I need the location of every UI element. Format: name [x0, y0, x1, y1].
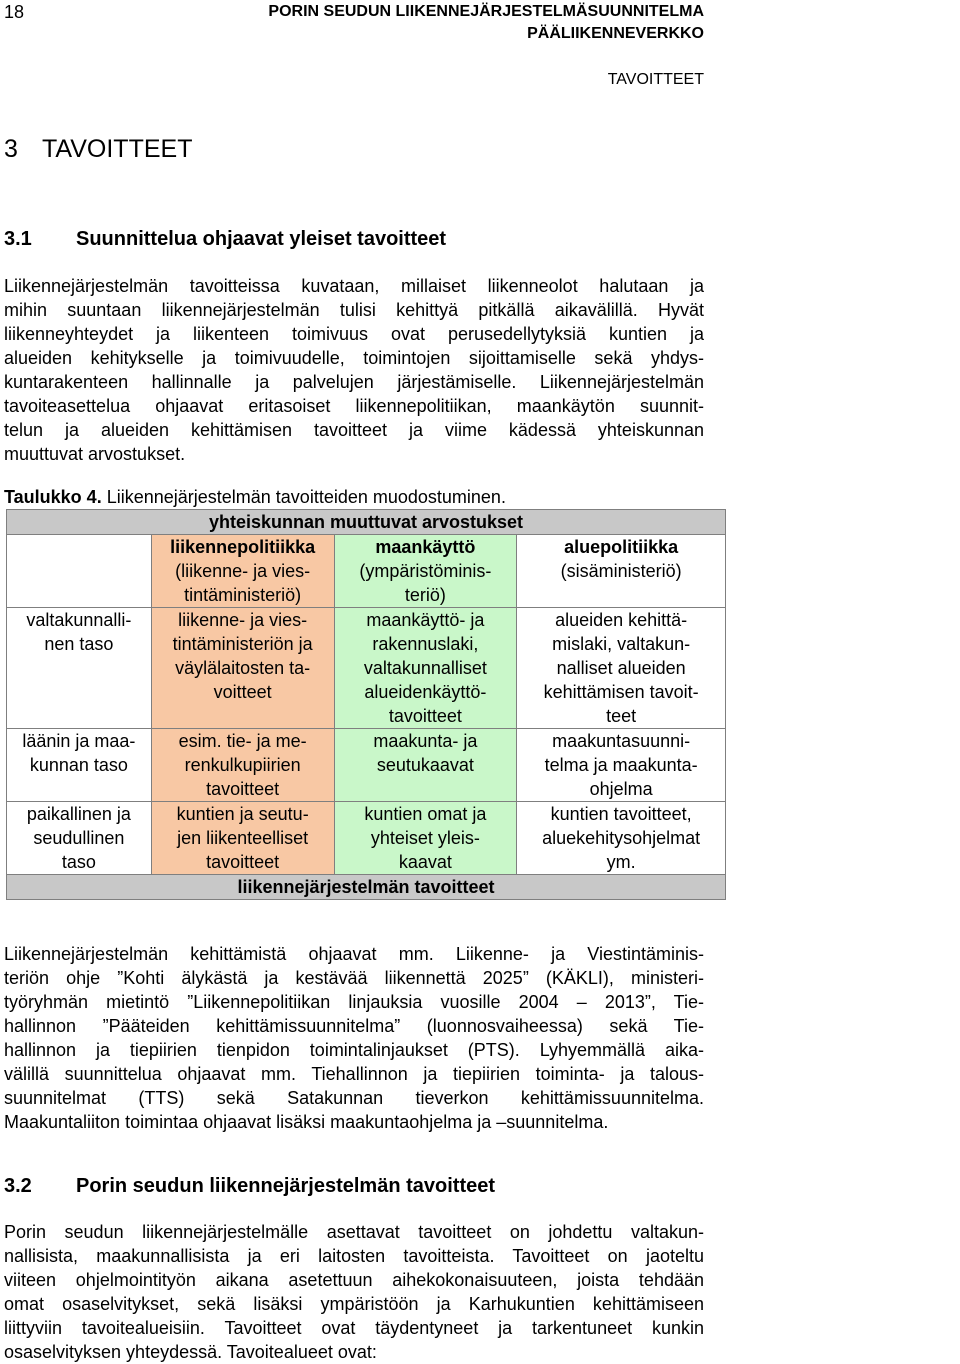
section-title: Suunnittelua ohjaavat yleiset tavoitteet	[76, 228, 447, 250]
col-head-title: aluepolitiikka	[564, 537, 679, 557]
row-cell-liikennepolitiikka	[151, 729, 334, 802]
row-level-label	[7, 802, 152, 875]
table-row	[7, 729, 726, 802]
table-caption	[4, 485, 506, 509]
header-section-label: TAVOITTEET	[607, 71, 704, 88]
cell-line: (ympäristöminis-	[359, 561, 492, 581]
row-cell-maankaytto	[334, 802, 517, 875]
row-cell-maankaytto	[334, 729, 517, 802]
cell-line: maakuntasuunni-	[552, 731, 691, 751]
cell-line: teet	[606, 706, 637, 726]
cell-line: nen taso	[44, 634, 114, 654]
paragraph-line: mihin suuntaan liikennejärjestelmän tulisi kehittyä pitkällä aikavälillä. Hyvät	[4, 300, 704, 320]
col-head-maankaytto	[334, 535, 517, 608]
row-level-label	[7, 608, 152, 729]
cell-line: liikenne- ja vies-	[178, 610, 308, 630]
table-caption-label: Taulukko 4.	[4, 487, 102, 507]
cell-line: alueidenkäyttö-	[364, 682, 487, 702]
row-level-label	[7, 729, 152, 802]
cell-line: yhteiset yleis-	[370, 828, 480, 848]
paragraph-line: Porin seudun liikennejärjestelmälle asettavat tavoitteet on johdettu valtakun-	[4, 1222, 704, 1242]
document-subtitle: PÄÄLIIKENNEVERKKO	[527, 25, 704, 42]
cell-line: tintäministeriö)	[184, 585, 302, 605]
paragraph-line: liikenneyhteydet ja liikenteen toimivuus ovat perusedellytyksiä kuntien ja	[4, 324, 704, 344]
cell-line: tavoitteet	[206, 779, 280, 799]
row-cell-aluepolitiikka	[517, 802, 726, 875]
paragraph-line: muuttuvat arvostukset.	[4, 444, 186, 464]
cell-line: ohjelma	[589, 779, 653, 799]
col-head-sub	[152, 559, 334, 607]
col-head-aluepolitiikka	[517, 535, 726, 608]
cell-line: nalliset alueiden	[556, 658, 686, 678]
cell-line: seutukaavat	[376, 755, 474, 775]
paragraph-line: alueiden kehitykselle ja toimivuudelle, toimintojen sijoittamiselle sekä yhdys-	[4, 348, 704, 368]
cell-line: kuntien tavoitteet,	[550, 804, 692, 824]
section-heading-3-2	[4, 1173, 495, 1199]
col-head-sub	[517, 559, 725, 583]
paragraph-line: osaselvityksen yhteydessä. Tavoitealueet ovat:	[4, 1342, 377, 1362]
row-cell-maankaytto	[334, 608, 517, 729]
cell-line: valtakunnalli-	[26, 610, 132, 630]
goals-table	[6, 509, 726, 900]
cell-line: väylälaitosten ta-	[175, 658, 311, 678]
chapter-heading	[4, 133, 192, 165]
cell-line: (liikenne- ja vies-	[175, 561, 311, 581]
section-number: 3.2	[4, 1175, 32, 1197]
cell-line: paikallinen ja	[26, 804, 131, 824]
paragraph-line: kuntarakenteen hallinnalle ja palvelujen järjestämiselle. Liikennejärjestelmän	[4, 372, 704, 392]
paragraph-intro	[4, 274, 704, 466]
table-row	[7, 608, 726, 729]
paragraph-line: Liikennejärjestelmän kehittämistä ohjaavat mm. Liikenne- ja Viestintäminis-	[4, 944, 704, 964]
section-number: 3.1	[4, 228, 32, 250]
paragraph-line: liittyviin tavoitealueisiin. Tavoitteet ovat täydentyneet ja tarkentuneet kunkin	[4, 1318, 704, 1338]
cell-line: rakennuslaki,	[372, 634, 479, 654]
paragraph-line: telun ja alueiden kehittämisen tavoitteet ja viime kädessä yhteiskunnan	[4, 420, 704, 440]
section-heading-3-1	[4, 226, 446, 252]
row-cell-liikennepolitiikka	[151, 802, 334, 875]
paragraph-line: Liikennejärjestelmän tavoitteissa kuvataan, millaiset liikenneolot halutaan ja	[4, 276, 704, 296]
section-title: Porin seudun liikennejärjestelmän tavoitteet	[76, 1175, 496, 1197]
cell-line: valtakunnalliset	[363, 658, 487, 678]
document-title: PORIN SEUDUN LIIKENNEJÄRJESTELMÄSUUNNITELMA	[268, 3, 704, 20]
row-cell-aluepolitiikka	[517, 729, 726, 802]
cell-line: esim. tie- ja me-	[178, 731, 307, 751]
cell-line: jen liikenteelliset	[177, 828, 309, 848]
chapter-number: 3	[4, 135, 18, 163]
cell-line: taso	[61, 852, 96, 872]
cell-line: kuntien omat ja	[364, 804, 487, 824]
table-top-header: yhteiskunnan muuttuvat arvostukset	[7, 510, 726, 535]
cell-line: tintäministeriön ja	[172, 634, 313, 654]
cell-line: telma ja maakunta-	[544, 755, 698, 775]
paragraph-line: välillä suunnittelua ohjaavat mm. Tiehallinnon ja tiepiirien toiminta- ja talous-	[4, 1064, 704, 1084]
paragraph-porin-goals	[4, 1220, 704, 1364]
row-cell-aluepolitiikka	[517, 608, 726, 729]
row-cell-liikennepolitiikka	[151, 608, 334, 729]
cell-line: kunnan taso	[29, 755, 128, 775]
table-caption-text: Liikennejärjestelmän tavoitteiden muodostuminen.	[101, 487, 506, 507]
table-corner-cell	[7, 535, 152, 608]
cell-line: kaavat	[398, 852, 452, 872]
paragraph-line: omat osaselvitykset, sekä lisäksi ympäristöön ja Karhukuntien kehittämiseen	[4, 1294, 704, 1314]
paragraph-line: teriön ohje ”Kohti älykästä ja kestävää liikennettä 2025” (KÄKLI), ministeri-	[4, 968, 704, 988]
paragraph-line: hallinnon ”Pääteiden kehittämissuunnitelma” (luonnosvaiheessa) sekä Tie-	[4, 1016, 704, 1036]
page-number: 18	[4, 2, 25, 22]
cell-line: renkulkupiirien	[184, 755, 301, 775]
cell-line: kuntien ja seutu-	[176, 804, 309, 824]
paragraph-line: nallisista, maakunnallisista ja eri laitosten tavoitteista. Tavoitteet on jaoteltu	[4, 1246, 704, 1266]
paragraph-line: hallinnon ja tiepiirien tienpidon toimintalinjaukset (PTS). Lyhyemmällä aika-	[4, 1040, 704, 1060]
cell-line: maankäyttö- ja	[366, 610, 485, 630]
cell-line: (sisäministeriö)	[560, 561, 682, 581]
cell-line: tavoitteet	[388, 706, 462, 726]
col-head-title: maankäyttö	[375, 537, 476, 557]
col-head-sub	[335, 559, 517, 607]
paragraph-line: tavoiteasettelua ohjaavat eritasoiset liikennepolitiikan, maankäytön suunnit-	[4, 396, 704, 416]
paragraph-guidance	[4, 942, 704, 1134]
cell-line: kehittämisen tavoit-	[543, 682, 699, 702]
table-row	[7, 802, 726, 875]
cell-line: tavoitteet	[206, 852, 280, 872]
paragraph-line: viiteen ohjelmointityön aikana asetettuun aihekokonaisuuteen, joista tehdään	[4, 1270, 704, 1290]
cell-line: alueiden kehittä-	[555, 610, 688, 630]
paragraph-line: Maakuntaliiton toimintaa ohjaavat lisäksi maakuntaohjelma ja –suunnitelma.	[4, 1112, 609, 1132]
paragraph-line: suunnitelmat (TTS) sekä Satakunnan tieverkon kehittämissuunnitelma.	[4, 1088, 704, 1108]
cell-line: seudullinen	[33, 828, 125, 848]
cell-line: teriö)	[404, 585, 446, 605]
cell-line: voitteet	[213, 682, 272, 702]
cell-line: aluekehitysohjelmat	[542, 828, 701, 848]
cell-line: maakunta- ja	[373, 731, 478, 751]
table-bottom-footer: liikennejärjestelmän tavoitteet	[7, 875, 726, 900]
col-head-title: liikennepolitiikka	[170, 537, 316, 557]
cell-line: mislaki, valtakun-	[552, 634, 691, 654]
cell-line: läänin ja maa-	[22, 731, 136, 751]
cell-line: ym.	[606, 852, 636, 872]
col-head-liikennepolitiikka	[151, 535, 334, 608]
paragraph-line: työryhmän mietintö ”Liikennepolitiikan linjauksia vuosille 2004 – 2013”, Tie-	[4, 992, 704, 1012]
chapter-title: TAVOITTEET	[42, 135, 193, 163]
